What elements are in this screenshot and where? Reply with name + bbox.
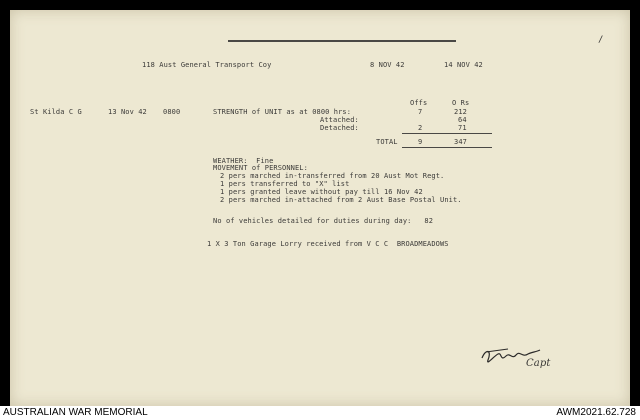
total-offs: 9 [418,138,423,146]
entry-time: 0800 [163,108,181,116]
strength-label: STRENGTH of UNIT as at 0800 hrs: [213,108,352,116]
movement-heading: MOVEMENT of PERSONNEL: [213,164,308,172]
detached-ors: 71 [458,124,467,132]
entry-date: 13 Nov 42 [108,108,147,116]
total-underline [402,147,492,148]
detached-offs: 2 [418,124,423,132]
date-to: 14 NOV 42 [444,61,483,69]
movement-item: 2 pers marched in-transferred from 20 Aust Mot Regt. [220,172,445,180]
row-ors: 212 [454,108,467,116]
row-offs: 7 [418,108,423,116]
detached-label: Detached: [320,124,359,132]
signature-capt: Capt [526,358,551,369]
total-ors: 347 [454,138,467,146]
footer-reference: AWM2021.62.728 [556,407,636,418]
top-rule [228,40,456,42]
footer-institution: AUSTRALIAN WAR MEMORIAL [3,407,148,418]
attached-label: Attached: [320,116,359,124]
total-label: TOTAL [376,138,398,146]
lorry-line: 1 X 3 Ton Garage Lorry received from V C C BROADMEADOWS [207,240,449,248]
archive-footer [0,406,640,420]
unit-title: 118 Aust General Transport Coy [142,61,272,69]
col-ors: O Rs [452,99,470,107]
total-rule [402,133,492,134]
date-from: 8 NOV 42 [370,61,405,69]
entry-place: St Kilda C G [30,108,82,116]
col-offs: Offs [410,99,428,107]
movement-item: 1 pers granted leave without pay till 16 Nov 42 [220,188,423,196]
vehicles-line: No of vehicles detailed for duties during day: 82 [213,217,434,225]
attached-ors: 64 [458,116,467,124]
corner-mark: / [598,35,604,45]
movement-item: 2 pers marched in-attached from 2 Aust Base Postal Unit. [220,196,462,204]
weather-line: WEATHER: Fine [213,157,274,165]
movement-item: 1 pers transferred to "X" list [220,180,350,188]
